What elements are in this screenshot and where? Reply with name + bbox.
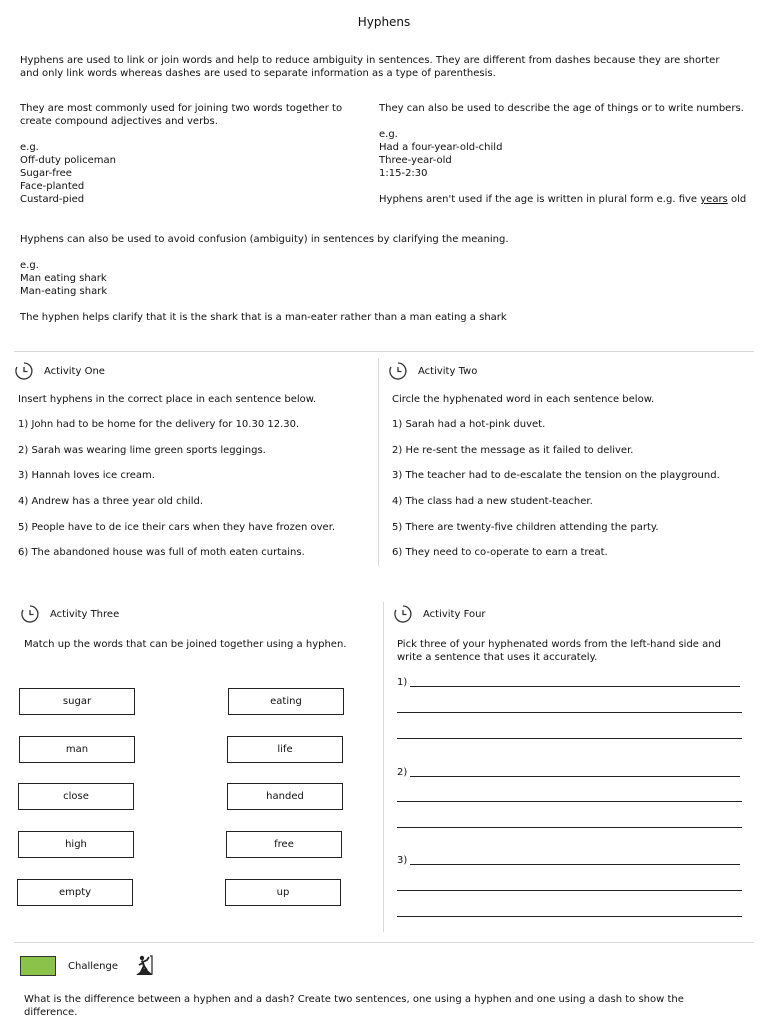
compound-words-section [20,102,370,206]
section-divider [14,351,754,352]
activity-two-item: 1) Sarah had a hot-pink duvet. [392,419,546,430]
match-word: handed [266,791,304,802]
activity-two-item: 5) There are twenty-five children attending the party. [392,522,659,533]
example-text: Face-planted [20,181,85,192]
activity-one-item: 3) Hannah loves ice cream. [18,470,155,481]
activity-one-item: 2) Sarah was wearing lime green sports leggings. [18,445,266,456]
note-underlined-word: years [700,194,728,205]
activity-one-item: 1) John had to be home for the delivery for 10.30 12.30. [18,419,300,430]
activity-instruction: Match up the words that can be joined together using a hyphen. [24,639,347,650]
answer-line[interactable] [410,686,740,687]
answer-line[interactable] [397,890,742,891]
activity-title: Activity One [44,365,105,377]
activity-instruction: Circle the hyphenated word in each sentence below. [392,394,655,405]
note-text: Hyphens aren't used if the age is written in plural form e.g. five [379,194,701,205]
match-word-box[interactable] [18,831,134,858]
match-word-box[interactable] [225,879,341,906]
explanation-text: The hyphen helps clarify that it is the shark that is a man-eater rather than a man eating a shark [20,312,507,323]
match-word: man [65,744,89,755]
clock-icon [14,361,34,381]
example-text: Three-year-old [379,155,452,166]
intro-line: Hyphens are used to link or join words and help to reduce ambiguity in sentences. They are different from dashes because they are shorter [20,55,720,66]
match-word: up [276,887,290,898]
activity-two-item: 2) He re-sent the message as it failed to deliver. [392,445,634,456]
eg-label: e.g. [379,129,398,140]
clock-icon [393,604,413,624]
section-divider [14,942,754,943]
page-title: Hyphens [357,15,411,29]
match-word: sugar [62,696,92,707]
match-word: close [63,791,89,802]
match-word: life [277,744,293,755]
answer-line[interactable] [397,916,742,917]
match-word-box[interactable] [19,736,135,763]
match-word-box[interactable] [17,879,133,906]
example-text: 1:15-2:30 [379,168,428,179]
example-text: Man-eating shark [20,286,108,297]
match-word: free [274,839,294,850]
challenge-label: Challenge [68,961,118,972]
challenge-color-swatch [20,956,56,976]
age-numbers-section [379,102,759,206]
example-text: Sugar-free [20,168,72,179]
match-word: empty [58,887,92,898]
section-text: They are most commonly used for joining two words together to [20,103,343,114]
climber-icon [133,953,157,977]
activity-three-header [20,604,119,624]
ambiguity-section [20,233,750,324]
example-text: Off-duty policeman [20,155,116,166]
answer-number: 3) [397,855,408,866]
challenge-text: What is the difference between a hyphen and a dash? Create two sentences, one using a hyphen and one using a dash to show the [24,994,684,1005]
intro-paragraph [20,54,750,80]
activity-two-header [388,361,477,381]
answer-line[interactable] [397,712,742,713]
eg-label: e.g. [20,142,39,153]
column-divider [378,358,379,566]
activity-one-header [14,361,105,381]
eg-label: e.g. [20,260,39,271]
answer-line[interactable] [397,738,742,739]
section-text: They can also be used to describe the age of things or to write numbers. [379,103,744,114]
example-text: Had a four-year-old-child [379,142,503,153]
instruction-line: write a sentence that uses it accurately. [397,652,598,663]
answer-line[interactable] [410,776,740,777]
example-text: Man eating shark [20,273,107,284]
intro-line: and only link words whereas dashes are used to separate information as a type of parenthesis. [20,68,496,79]
clock-icon [20,604,40,624]
match-word-box[interactable] [227,783,343,810]
activity-instruction [397,638,757,664]
activity-one-item: 4) Andrew has a three year old child. [18,496,203,507]
activity-two-item: 3) The teacher had to de-escalate the tension on the playground. [392,470,720,481]
answer-line[interactable] [397,827,742,828]
answer-number: 2) [397,767,408,778]
note-text: old [727,194,747,205]
activity-one-item: 6) The abandoned house was full of moth eaten curtains. [18,547,305,558]
activity-one-item: 5) People have to de ice their cars when they have frozen over. [18,522,336,533]
clock-icon [388,361,408,381]
answer-number: 1) [397,677,408,688]
column-divider [383,602,384,932]
answer-line[interactable] [397,801,742,802]
plural-note [379,193,759,206]
match-word: eating [270,696,302,707]
activity-four-header [393,604,486,624]
activity-title: Activity Three [50,608,120,620]
answer-line[interactable] [410,864,740,865]
match-word-box[interactable] [18,783,134,810]
match-word-box[interactable] [19,688,135,715]
activity-two-item: 6) They need to co-operate to earn a treat. [392,547,608,558]
challenge-question [24,993,754,1019]
challenge-text: difference. [24,1007,78,1018]
section-text: Hyphens can also be used to avoid confusion (ambiguity) in sentences by clarifying the meaning. [20,234,509,245]
match-word-box[interactable] [226,831,342,858]
match-word-box[interactable] [227,736,343,763]
section-text: create compound adjectives and verbs. [20,116,218,127]
activity-instruction: Insert hyphens in the correct place in each sentence below. [18,394,317,405]
activity-title: Activity Two [418,365,478,377]
match-word: high [65,839,87,850]
activity-title: Activity Four [423,608,486,620]
instruction-line: Pick three of your hyphenated words from the left-hand side and [397,639,721,650]
example-text: Custard-pied [20,194,85,205]
activity-two-item: 4) The class had a new student-teacher. [392,496,593,507]
match-word-box[interactable] [228,688,344,715]
